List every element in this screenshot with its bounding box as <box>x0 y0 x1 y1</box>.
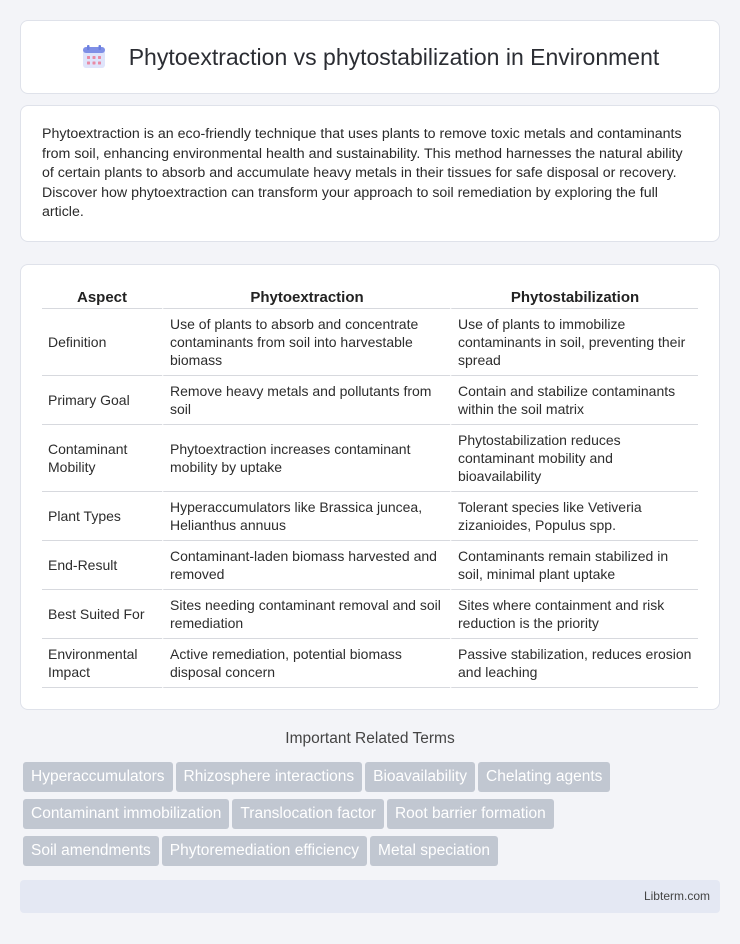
table-row <box>42 425 698 492</box>
header-phytoextraction: Phytoextraction <box>162 285 450 309</box>
related-term-tag[interactable]: Bioavailability <box>365 762 475 792</box>
row-phytoextraction: Phytoextraction increases contaminant mobility by uptake <box>162 425 450 492</box>
row-phytoextraction: Hyperaccumulators like Brassica juncea, Helianthus annuus <box>162 492 450 541</box>
row-phytostabilization: Contaminants remain stabilized in soil, minimal plant uptake <box>450 541 698 590</box>
row-phytostabilization: Use of plants to immobilize contaminants in soil, preventing their spread <box>450 309 698 376</box>
table-row <box>42 590 698 639</box>
row-phytoextraction: Contaminant-laden biomass harvested and removed <box>162 541 450 590</box>
related-term-tag[interactable]: Translocation factor <box>232 799 384 829</box>
table-row <box>42 639 698 688</box>
intro-card <box>20 105 720 242</box>
footer-site-link[interactable]: Libterm.com <box>643 889 710 903</box>
related-terms-list <box>23 762 723 873</box>
row-phytoextraction: Active remediation, potential biomass disposal concern <box>162 639 450 688</box>
row-aspect: Definition <box>42 309 162 376</box>
row-phytostabilization: Passive stabilization, reduces erosion and leaching <box>450 639 698 688</box>
related-term-tag[interactable]: Contaminant immobilization <box>23 799 229 829</box>
row-aspect: Plant Types <box>42 492 162 541</box>
table-row <box>42 541 698 590</box>
footer <box>20 880 720 913</box>
related-term-tag[interactable]: Rhizosphere interactions <box>176 762 363 792</box>
table-header-row <box>42 285 698 309</box>
related-term-tag[interactable]: Hyperaccumulators <box>23 762 173 792</box>
table-row <box>42 492 698 541</box>
row-aspect: Environmental Impact <box>42 639 162 688</box>
calendar-grid-icon <box>81 44 107 70</box>
row-aspect: Best Suited For <box>42 590 162 639</box>
row-phytostabilization: Sites where containment and risk reduction is the priority <box>450 590 698 639</box>
related-term-tag[interactable]: Phytoremediation efficiency <box>162 836 367 866</box>
table-row <box>42 309 698 376</box>
row-phytoextraction: Remove heavy metals and pollutants from soil <box>162 376 450 425</box>
table-row <box>42 376 698 425</box>
page-title: Phytoextraction vs phytostabilization in Environment <box>128 43 660 70</box>
row-aspect: End-Result <box>42 541 162 590</box>
row-phytoextraction: Sites needing contaminant removal and soil remediation <box>162 590 450 639</box>
header-phytostabilization: Phytostabilization <box>450 285 698 309</box>
row-phytostabilization: Phytostabilization reduces contaminant mobility and bioavailability <box>450 425 698 492</box>
related-term-tag[interactable]: Soil amendments <box>23 836 159 866</box>
header-aspect: Aspect <box>42 285 162 309</box>
row-aspect: Primary Goal <box>42 376 162 425</box>
related-terms-title: Important Related Terms <box>285 730 455 747</box>
row-phytoextraction: Use of plants to absorb and concentrate contaminants from soil into harvestable biomass <box>162 309 450 376</box>
comparison-card <box>20 264 720 710</box>
related-term-tag[interactable]: Root barrier formation <box>387 799 554 829</box>
row-aspect: Contaminant Mobility <box>42 425 162 492</box>
related-term-tag[interactable]: Chelating agents <box>478 762 610 792</box>
comparison-table <box>42 285 698 688</box>
row-phytostabilization: Contain and stabilize contaminants within the soil matrix <box>450 376 698 425</box>
intro-paragraph: Phytoextraction is an eco-friendly technique that uses plants to remove toxic metals and contaminants from soil, enhancing environmental health and sustainability. This method harnesses the natural ability of certain plants to absorb and accumulate heavy metals in their tissues for safe disposal or recovery. Discover how phytoextraction can transform your approach to soil remediation by exploring the full article. <box>42 126 683 221</box>
related-term-tag[interactable]: Metal speciation <box>370 836 498 866</box>
title-card <box>20 20 720 94</box>
row-phytostabilization: Tolerant species like Vetiveria zizanioides, Populus spp. <box>450 492 698 541</box>
